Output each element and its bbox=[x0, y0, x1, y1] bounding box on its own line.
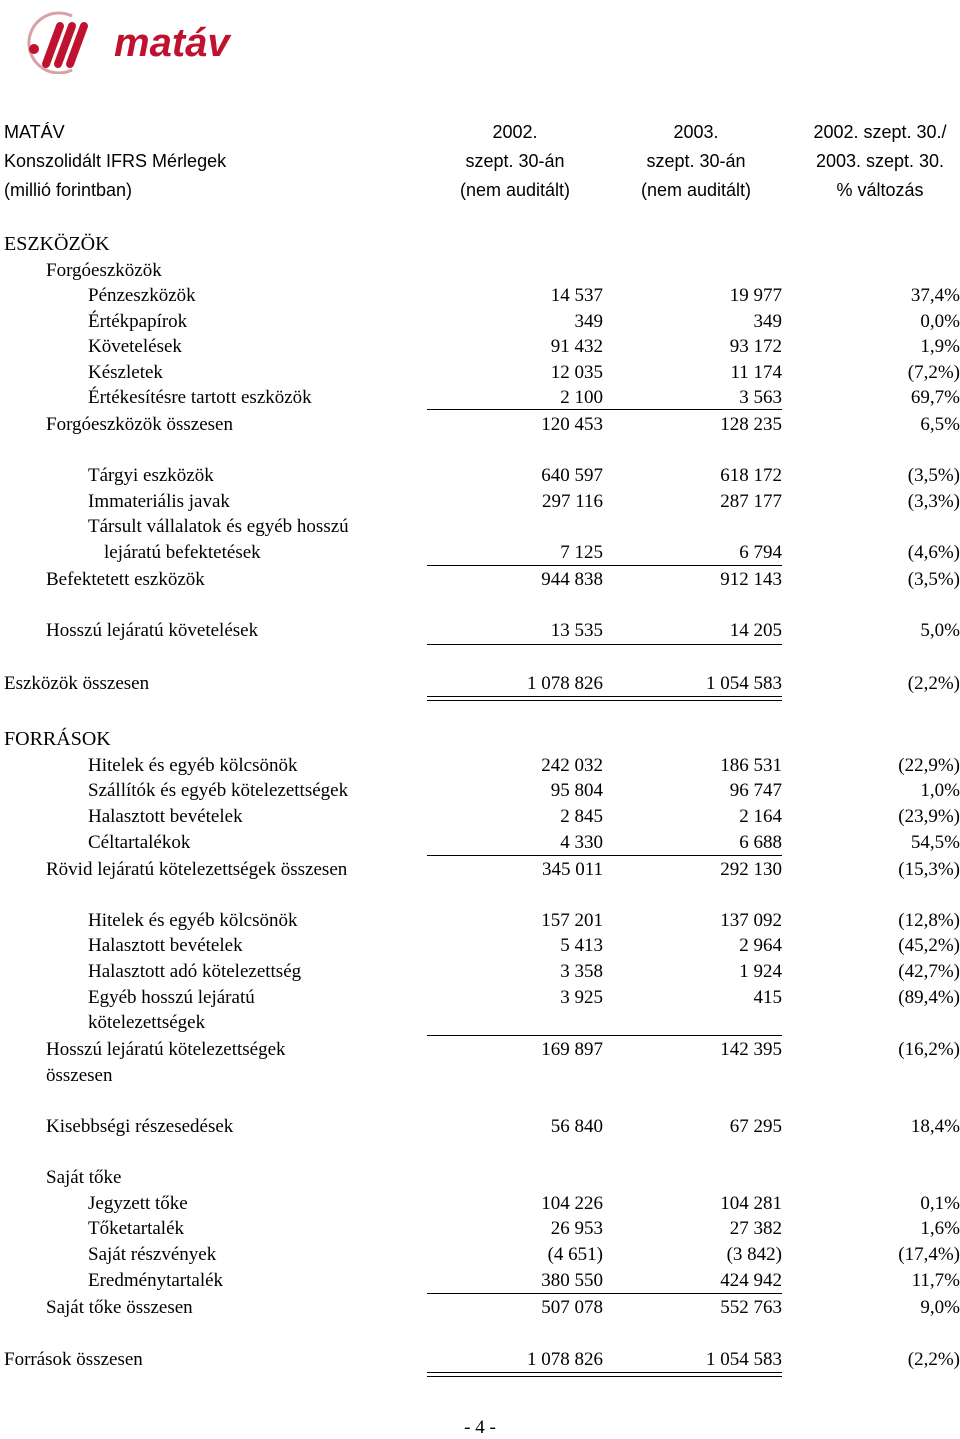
row-label: összesen bbox=[46, 1065, 113, 1086]
header-col2-note: (nem auditált) bbox=[640, 180, 752, 200]
value-change: (3,5%) bbox=[907, 465, 960, 486]
table-row bbox=[0, 1295, 960, 1321]
value-2002: 169 897 bbox=[541, 1039, 603, 1060]
table-row bbox=[0, 985, 960, 1011]
value-change: 9,0% bbox=[920, 1297, 960, 1318]
value-2002: 242 032 bbox=[541, 755, 603, 776]
value-change: 0,0% bbox=[920, 311, 960, 332]
value-2002: 12 035 bbox=[550, 362, 603, 383]
value-2002: 95 804 bbox=[550, 780, 603, 801]
header-col1-year: 2002. bbox=[492, 122, 538, 142]
value-change: (4,6%) bbox=[907, 542, 960, 563]
value-change: (2,2%) bbox=[907, 1349, 960, 1370]
row-label: Források összesen bbox=[4, 1349, 143, 1370]
total-double-rule bbox=[427, 696, 782, 701]
value-change: (89,4%) bbox=[898, 987, 960, 1008]
row-label: Forgóeszközök összesen bbox=[46, 414, 233, 435]
value-change: 18,4% bbox=[910, 1116, 960, 1137]
value-2002: 944 838 bbox=[541, 569, 603, 590]
row-label: Tőketartalék bbox=[88, 1218, 185, 1239]
value-2002: 14 537 bbox=[550, 285, 603, 306]
row-label: kötelezettségek bbox=[88, 1012, 206, 1033]
value-change: 1,0% bbox=[920, 780, 960, 801]
value-2002: 4 330 bbox=[560, 832, 603, 853]
header-col1-note: (nem auditált) bbox=[459, 180, 571, 200]
table-row bbox=[0, 1063, 960, 1089]
table-row bbox=[0, 463, 960, 489]
matav-logo bbox=[14, 8, 304, 74]
row-label: Eredménytartalék bbox=[88, 1270, 224, 1291]
value-2003: 93 172 bbox=[729, 336, 782, 357]
table-row bbox=[0, 309, 960, 335]
table-row bbox=[0, 933, 960, 959]
value-2002: 3 358 bbox=[560, 961, 603, 982]
table-row bbox=[0, 567, 960, 593]
header-col3-date: 2003. szept. 30. bbox=[815, 151, 945, 171]
row-label: Kisebbségi részesedések bbox=[46, 1116, 234, 1137]
table-row bbox=[0, 1114, 960, 1140]
value-2002: 640 597 bbox=[541, 465, 603, 486]
value-2002: 91 432 bbox=[550, 336, 603, 357]
value-2002: (4 651) bbox=[547, 1244, 603, 1265]
value-2003: 287 177 bbox=[720, 491, 782, 512]
value-change: 0,1% bbox=[920, 1193, 960, 1214]
table-row bbox=[0, 258, 960, 284]
table-row bbox=[0, 1216, 960, 1242]
header-title: Konszolidált IFRS Mérlegek bbox=[4, 151, 227, 171]
row-label: Pénzeszközök bbox=[88, 285, 196, 306]
row-label: Forgóeszközök bbox=[46, 260, 162, 281]
row-label: Rövid lejáratú kötelezettségek összesen bbox=[46, 859, 348, 880]
value-2003: 6 688 bbox=[739, 832, 782, 853]
value-change: 1,6% bbox=[920, 1218, 960, 1239]
total-double-rule bbox=[427, 1372, 782, 1377]
value-2003: 96 747 bbox=[729, 780, 782, 801]
value-2003: 2 964 bbox=[739, 935, 782, 956]
value-2003: 27 382 bbox=[729, 1218, 782, 1239]
table-row bbox=[0, 360, 960, 386]
table-row bbox=[0, 412, 960, 438]
table-row bbox=[0, 283, 960, 309]
table-row bbox=[0, 489, 960, 515]
row-label: Saját tőke összesen bbox=[46, 1297, 193, 1318]
value-2002: 26 953 bbox=[550, 1218, 603, 1239]
value-2002: 157 201 bbox=[541, 910, 603, 931]
value-change: 1,9% bbox=[920, 336, 960, 357]
value-change: 37,4% bbox=[910, 285, 960, 306]
value-2002: 56 840 bbox=[550, 1116, 603, 1137]
value-change: (15,3%) bbox=[898, 859, 960, 880]
table-row bbox=[0, 1347, 960, 1373]
value-change: (12,8%) bbox=[898, 910, 960, 931]
value-2003: 292 130 bbox=[720, 859, 782, 880]
value-2003: 1 054 583 bbox=[706, 673, 782, 694]
value-2003: 415 bbox=[753, 987, 782, 1008]
logo-m-mark bbox=[46, 26, 84, 64]
subtotal-rule bbox=[427, 1035, 782, 1036]
value-change: (42,7%) bbox=[898, 961, 960, 982]
table-row bbox=[0, 1191, 960, 1217]
value-2002: 104 226 bbox=[541, 1193, 603, 1214]
value-change: 5,0% bbox=[920, 620, 960, 641]
value-change: (45,2%) bbox=[898, 935, 960, 956]
value-change: (22,9%) bbox=[898, 755, 960, 776]
subtotal-rule bbox=[427, 1293, 782, 1294]
row-label: Egyéb hosszú lejáratú bbox=[88, 987, 255, 1008]
table-row bbox=[0, 857, 960, 883]
section-assets: ESZKÖZÖK bbox=[4, 233, 110, 255]
value-change: (3,5%) bbox=[907, 569, 960, 590]
value-change: 11,7% bbox=[911, 1270, 960, 1291]
header-col3-change: % változás bbox=[836, 180, 924, 200]
value-2002: 7 125 bbox=[560, 542, 603, 563]
value-2003: 552 763 bbox=[720, 1297, 782, 1318]
row-label: Készletek bbox=[88, 362, 163, 383]
header-company: MATÁV bbox=[4, 122, 65, 142]
value-2002: 380 550 bbox=[541, 1270, 603, 1291]
value-2003: 186 531 bbox=[720, 755, 782, 776]
value-2002: 120 453 bbox=[541, 414, 603, 435]
value-2003: 2 164 bbox=[739, 806, 782, 827]
row-label: Saját részvények bbox=[88, 1244, 217, 1265]
value-change: 54,5% bbox=[910, 832, 960, 853]
row-label: Társult vállalatok és egyéb hosszú bbox=[88, 516, 349, 537]
value-2002: 2 845 bbox=[560, 806, 603, 827]
row-label: Hitelek és egyéb kölcsönök bbox=[88, 755, 298, 776]
row-label: lejáratú befektetések bbox=[104, 542, 261, 563]
value-2003: 349 bbox=[753, 311, 782, 332]
page-number: - 4 - bbox=[464, 1417, 496, 1438]
value-2003: 912 143 bbox=[720, 569, 782, 590]
row-label: Hitelek és egyéb kölcsönök bbox=[88, 910, 298, 931]
table-row bbox=[0, 1242, 960, 1268]
table-row bbox=[0, 778, 960, 804]
value-2003: 618 172 bbox=[720, 465, 782, 486]
row-label: Értékpapírok bbox=[88, 311, 188, 332]
value-2002: 5 413 bbox=[560, 935, 603, 956]
header-col2-year: 2003. bbox=[673, 122, 719, 142]
value-2003: 424 942 bbox=[720, 1270, 782, 1291]
table-row bbox=[0, 1165, 960, 1191]
row-label: Halasztott adó kötelezettség bbox=[88, 961, 302, 982]
value-2002: 3 925 bbox=[560, 987, 603, 1008]
row-label: Halasztott bevételek bbox=[88, 935, 243, 956]
value-2002: 1 078 826 bbox=[527, 673, 603, 694]
value-2003: 3 563 bbox=[739, 387, 782, 408]
value-change: (7,2%) bbox=[907, 362, 960, 383]
row-label: Eszközök összesen bbox=[4, 673, 150, 694]
value-2002: 13 535 bbox=[550, 620, 603, 641]
logo-dot bbox=[29, 44, 39, 54]
logo-wordmark: matáv bbox=[114, 21, 230, 65]
table-row bbox=[0, 385, 960, 411]
row-label: Saját tőke bbox=[46, 1167, 122, 1188]
table-row bbox=[0, 618, 960, 644]
table-row bbox=[0, 540, 960, 566]
table-row bbox=[0, 671, 960, 697]
value-change: (23,9%) bbox=[898, 806, 960, 827]
table-row bbox=[0, 1037, 960, 1063]
table-row bbox=[0, 514, 960, 540]
row-label: Hosszú lejáratú követelések bbox=[46, 620, 259, 641]
value-2003: 11 174 bbox=[730, 362, 782, 383]
table-row bbox=[0, 959, 960, 985]
table-row bbox=[0, 753, 960, 779]
table-row bbox=[0, 334, 960, 360]
value-2002: 507 078 bbox=[541, 1297, 603, 1318]
table-row bbox=[0, 830, 960, 856]
header-col1-date: szept. 30-án bbox=[465, 151, 565, 171]
value-2003: 1 924 bbox=[739, 961, 782, 982]
value-change: (2,2%) bbox=[907, 673, 960, 694]
value-change: (3,3%) bbox=[907, 491, 960, 512]
value-2002: 1 078 826 bbox=[527, 1349, 603, 1370]
value-2003: 6 794 bbox=[739, 542, 782, 563]
value-2003: 19 977 bbox=[729, 285, 782, 306]
subtotal-rule bbox=[427, 644, 782, 645]
table-row bbox=[0, 1010, 960, 1036]
row-label: Halasztott bevételek bbox=[88, 806, 243, 827]
row-label: Befektetett eszközök bbox=[46, 569, 205, 590]
value-2003: 67 295 bbox=[729, 1116, 782, 1137]
subtotal-rule bbox=[427, 565, 782, 566]
value-2003: 1 054 583 bbox=[706, 1349, 782, 1370]
row-label: Követelések bbox=[88, 336, 182, 357]
value-2003: 14 205 bbox=[729, 620, 782, 641]
value-2003: 142 395 bbox=[720, 1039, 782, 1060]
value-2003: 137 092 bbox=[720, 910, 782, 931]
value-2002: 349 bbox=[574, 311, 603, 332]
table-row bbox=[0, 908, 960, 934]
section-liabilities: FORRÁSOK bbox=[4, 728, 111, 750]
row-label: Szállítók és egyéb kötelezettségek bbox=[88, 780, 349, 801]
row-label: Jegyzett tőke bbox=[88, 1193, 188, 1214]
value-2002: 2 100 bbox=[560, 387, 603, 408]
value-change: (17,4%) bbox=[898, 1244, 960, 1265]
value-change: (16,2%) bbox=[898, 1039, 960, 1060]
row-label: Tárgyi eszközök bbox=[88, 465, 214, 486]
table-row bbox=[0, 1268, 960, 1294]
header-col2-date: szept. 30-án bbox=[646, 151, 746, 171]
table-row bbox=[0, 804, 960, 830]
row-label: Hosszú lejáratú kötelezettségek bbox=[46, 1039, 286, 1060]
value-2002: 345 011 bbox=[541, 859, 603, 880]
value-2003: 104 281 bbox=[720, 1193, 782, 1214]
row-label: Immateriális javak bbox=[88, 491, 230, 512]
value-2002: 297 116 bbox=[541, 491, 603, 512]
header-unit: (millió forintban) bbox=[4, 180, 133, 200]
header-col3-title: 2002. szept. 30./ bbox=[813, 122, 947, 142]
value-2003: 128 235 bbox=[720, 414, 782, 435]
subtotal-rule bbox=[427, 409, 782, 410]
row-label: Értékesítésre tartott eszközök bbox=[88, 387, 312, 408]
row-label: Céltartalékok bbox=[88, 832, 191, 853]
value-change: 69,7% bbox=[910, 387, 960, 408]
value-change: 6,5% bbox=[920, 414, 960, 435]
subtotal-rule bbox=[427, 855, 782, 856]
value-2003: (3 842) bbox=[726, 1244, 782, 1265]
